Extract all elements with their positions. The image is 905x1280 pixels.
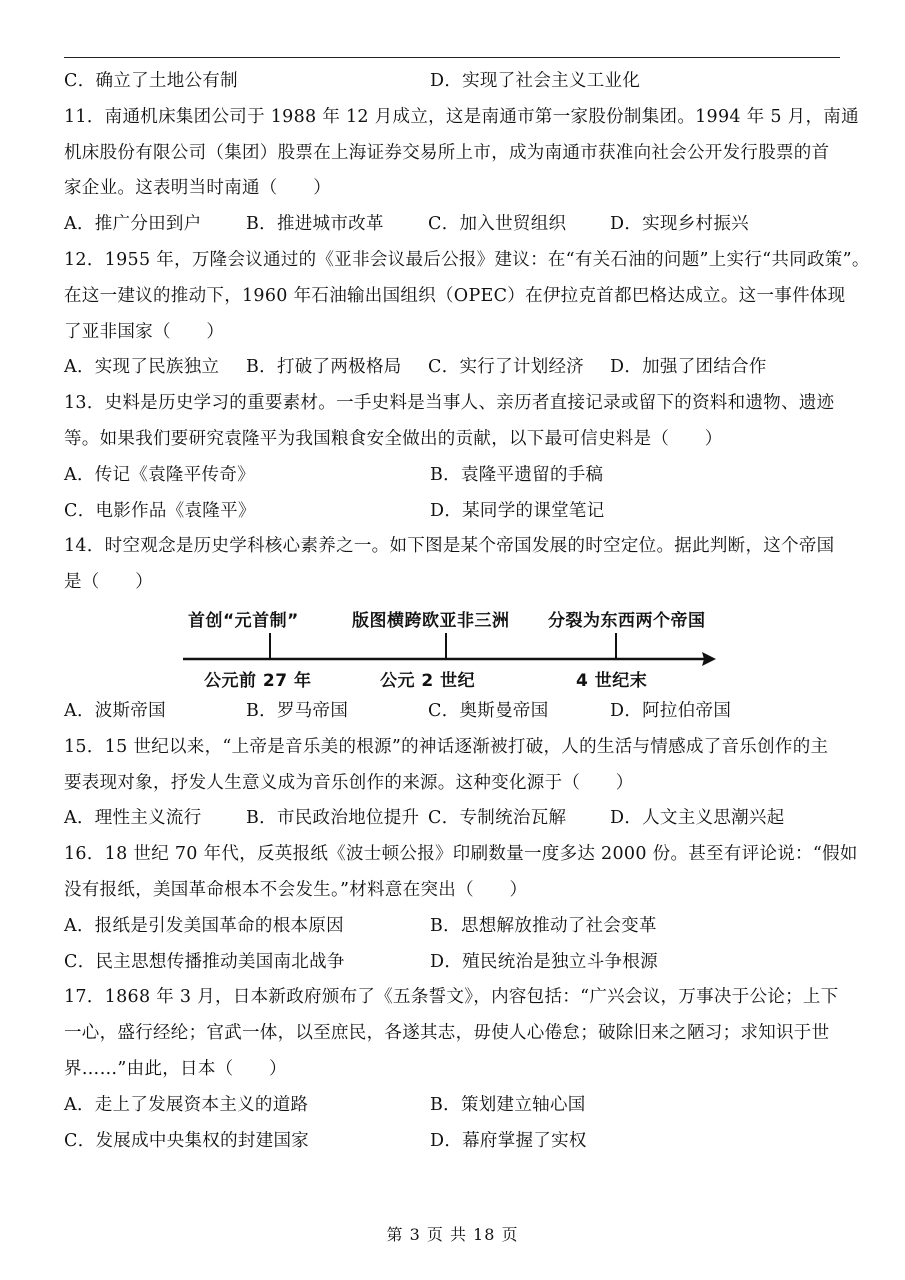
question-12 xyxy=(64,243,870,386)
q14-stem-line: 是（ ） xyxy=(64,572,153,593)
timeline-event-label: 分裂为东西两个帝国 xyxy=(548,610,706,631)
q10-options xyxy=(64,64,842,100)
timeline-date-label: 公元前 27 年 xyxy=(204,670,312,691)
q14-stem-line: 14．时空观念是历史学科核心素养之一。如下图是某个帝国发展的时空定位。据此判断，这个帝国 xyxy=(64,536,835,557)
q13-stem-line: 等。如果我们要研究袁隆平为我国粮食安全做出的贡献，以下最可信史料是（ ） xyxy=(64,428,723,449)
q11-option-a[interactable]: A．推广分田到户 xyxy=(64,214,202,235)
question-15 xyxy=(64,730,842,837)
q16-options-row-1 xyxy=(64,909,842,945)
timeline-event-label: 首创“元首制” xyxy=(188,610,299,631)
timeline-date-label: 4 世纪末 xyxy=(576,670,648,691)
q16-stem-line: 16．18 世纪 70 年代，反英报纸《波士顿公报》印刷数量一度多达 2000 份。甚至有评论说：“假如 xyxy=(64,844,858,865)
q16-option-c[interactable]: C．民主思想传播推动美国南北战争 xyxy=(64,951,345,972)
timeline-date-label: 公元 2 世纪 xyxy=(380,670,476,691)
q17-option-d[interactable]: D．幕府掌握了实权 xyxy=(430,1130,587,1151)
q14-option-d[interactable]: D．阿拉伯帝国 xyxy=(610,700,732,721)
q12-option-d[interactable]: D．加强了团结合作 xyxy=(610,357,767,378)
q11-stem-line: 机床股份有限公司（集团）股票在上海证券交易所上市，成为南通市获准向社会公开发行股票的首 xyxy=(64,142,830,163)
q15-options xyxy=(64,801,842,837)
question-17 xyxy=(64,980,842,1159)
header-rule xyxy=(64,57,840,58)
q16-options-row-2 xyxy=(64,945,842,981)
page-footer: 第 3 页 共 18 页 xyxy=(386,1225,519,1244)
q13-option-d[interactable]: D．某同学的课堂笔记 xyxy=(430,500,605,521)
question-11 xyxy=(64,100,859,243)
q12-option-a[interactable]: A．实现了民族独立 xyxy=(64,357,220,378)
q13-stem-line: 13．史料是历史学习的重要素材。一手史料是当事人、亲历者直接记录或留下的资料和遗物、遗迹 xyxy=(64,393,835,414)
q11-option-b[interactable]: B．推进城市改革 xyxy=(246,214,384,235)
q15-option-d[interactable]: D．人文主义思潮兴起 xyxy=(610,808,785,829)
q17-stem-line: 一心，盛行经纶；官武一体，以至庶民，各遂其志，毋使人心倦怠；破除旧来之陋习；求知识于世 xyxy=(64,1023,830,1044)
q13-option-b[interactable]: B．袁隆平遗留的手稿 xyxy=(430,464,604,485)
q15-stem-line: 15．15 世纪以来，“上帝是音乐美的根源”的神话逐渐被打破，人的生活与情感成了音乐创作的主 xyxy=(64,736,829,757)
q11-stem-line: 11．南通机床集团公司于 1988 年 12 月成立，这是南通市第一家股份制集团。1994 年 5 月，南通 xyxy=(64,106,859,127)
q12-option-c[interactable]: C．实行了计划经济 xyxy=(428,357,585,378)
q17-stem-line: 17．1868 年 3 月，日本新政府颁布了《五条誓文》，内容包括：“广兴会议，万事决于公论；上下 xyxy=(64,987,839,1008)
q16-option-b[interactable]: B．思想解放推动了社会变革 xyxy=(430,915,657,936)
q12-stem-line: 了亚非国家（ ） xyxy=(64,321,225,342)
q13-option-c[interactable]: C．电影作品《袁隆平》 xyxy=(64,500,256,521)
q12-stem-line: 在这一建议的推动下，1960 年石油输出国组织（OPEC）在伊拉克首都巴格达成立。这一事件体现 xyxy=(64,285,846,306)
q16-stem-line: 没有报纸，美国革命根本不会发生。”材料意在突出（ ） xyxy=(64,879,528,900)
q17-options-row-1 xyxy=(64,1088,842,1124)
arrow-head-icon xyxy=(702,652,716,666)
q15-option-a[interactable]: A．理性主义流行 xyxy=(64,808,202,829)
q13-option-a[interactable]: A．传记《袁隆平传奇》 xyxy=(64,464,255,485)
timeline-diagram xyxy=(64,601,842,694)
q17-option-b[interactable]: B．策划建立轴心国 xyxy=(430,1094,586,1115)
q13-options-row-1 xyxy=(64,458,842,494)
q12-stem-line: 12．1955 年，万隆会议通过的《亚非会议最后公报》建议：在“有关石油的问题”上实行“共同政策”。 xyxy=(64,249,870,270)
q11-options xyxy=(64,207,842,243)
q14-option-b[interactable]: B．罗马帝国 xyxy=(246,700,349,721)
q10-option-c[interactable]: C．确立了土地公有制 xyxy=(64,71,238,91)
q17-option-a[interactable]: A．走上了发展资本主义的道路 xyxy=(64,1094,309,1115)
question-13 xyxy=(64,386,842,529)
q11-option-c[interactable]: C．加入世贸组织 xyxy=(428,214,567,235)
q12-option-b[interactable]: B．打破了两极格局 xyxy=(246,357,402,378)
q14-option-a[interactable]: A．波斯帝国 xyxy=(64,700,166,721)
q13-options-row-2 xyxy=(64,494,842,530)
q16-option-a[interactable]: A．报纸是引发美国革命的根本原因 xyxy=(64,915,344,936)
q11-option-d[interactable]: D．实现乡村振兴 xyxy=(610,214,749,235)
q15-option-c[interactable]: C．专制统治瓦解 xyxy=(428,808,567,829)
q16-option-d[interactable]: D．殖民统治是独立斗争根源 xyxy=(430,951,658,972)
q14-option-c[interactable]: C．奥斯曼帝国 xyxy=(428,700,549,721)
question-16 xyxy=(64,837,858,980)
q10-option-d[interactable]: D．实现了社会主义工业化 xyxy=(430,71,641,91)
q17-option-c[interactable]: C．发展成中央集权的封建国家 xyxy=(64,1130,310,1151)
timeline-event-label: 版图横跨欧亚非三洲 xyxy=(352,610,510,631)
q11-stem-line: 家企业。这表明当时南通（ ） xyxy=(64,178,331,199)
q15-option-b[interactable]: B．市民政治地位提升 xyxy=(246,808,420,829)
q14-options xyxy=(64,694,842,730)
q17-options-row-2 xyxy=(64,1124,842,1160)
question-14 xyxy=(64,529,842,729)
q17-stem-line: 界……”由此，日本（ ） xyxy=(64,1058,287,1079)
page-content xyxy=(64,64,870,1159)
q15-stem-line: 要表现对象，抒发人生意义成为音乐创作的来源。这种变化源于（ ） xyxy=(64,772,634,793)
q12-options xyxy=(64,350,842,386)
